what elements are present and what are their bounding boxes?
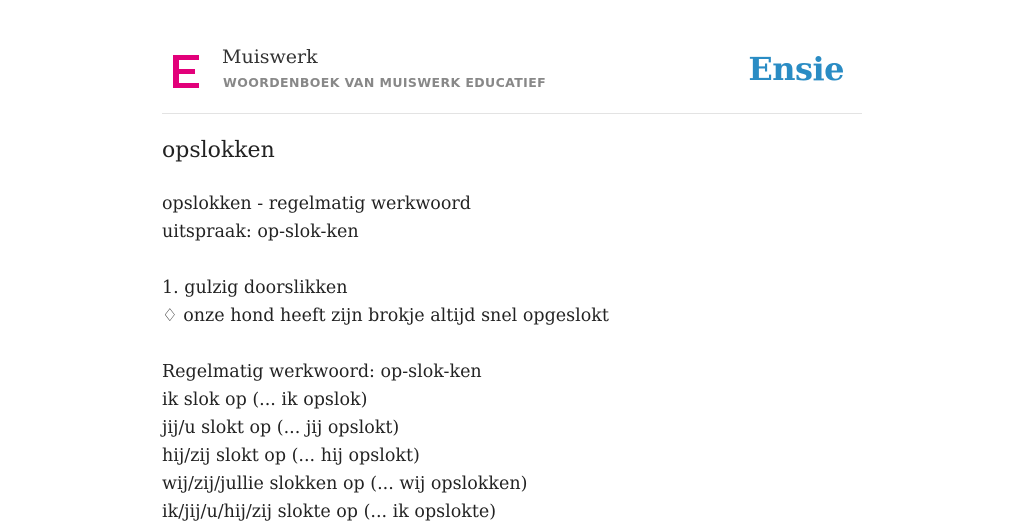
ensie-logo-link[interactable]: Ensie: [748, 50, 844, 88]
entry-title: opslokken: [162, 138, 275, 163]
entry-line: [162, 330, 609, 358]
brand-title[interactable]: Muiswerk: [222, 46, 318, 68]
entry-line: Regelmatig werkwoord: op-slok-ken: [162, 362, 482, 382]
muiswerk-logo-icon[interactable]: [173, 55, 199, 89]
entry-body: [162, 190, 609, 526]
entry-line: wij/zij/jullie slokken op (... wij opslokken): [162, 474, 528, 494]
entry-line: opslokken - regelmatig werkwoord: [162, 194, 471, 214]
page: [162, 0, 862, 522]
site-header: [162, 0, 862, 114]
brand-subtitle: WOORDENBOEK VAN MUISWERK EDUCATIEF: [223, 75, 547, 90]
entry-line: 1. gulzig doorslikken: [162, 278, 348, 298]
entry-line: hij/zij slokt op (... hij opslokt): [162, 446, 420, 466]
entry-line: uitspraak: op-slok-ken: [162, 222, 359, 242]
entry-line: jij/u slokt op (... jij opslokt): [162, 418, 400, 438]
entry-line: ik slok op (... ik opslok): [162, 390, 368, 410]
entry-line: ♢ onze hond heeft zijn brokje altijd snel opgeslokt: [162, 306, 609, 326]
entry-line: [162, 246, 609, 274]
entry-line: ik/jij/u/hij/zij slokte op (... ik opslokte): [162, 502, 497, 522]
